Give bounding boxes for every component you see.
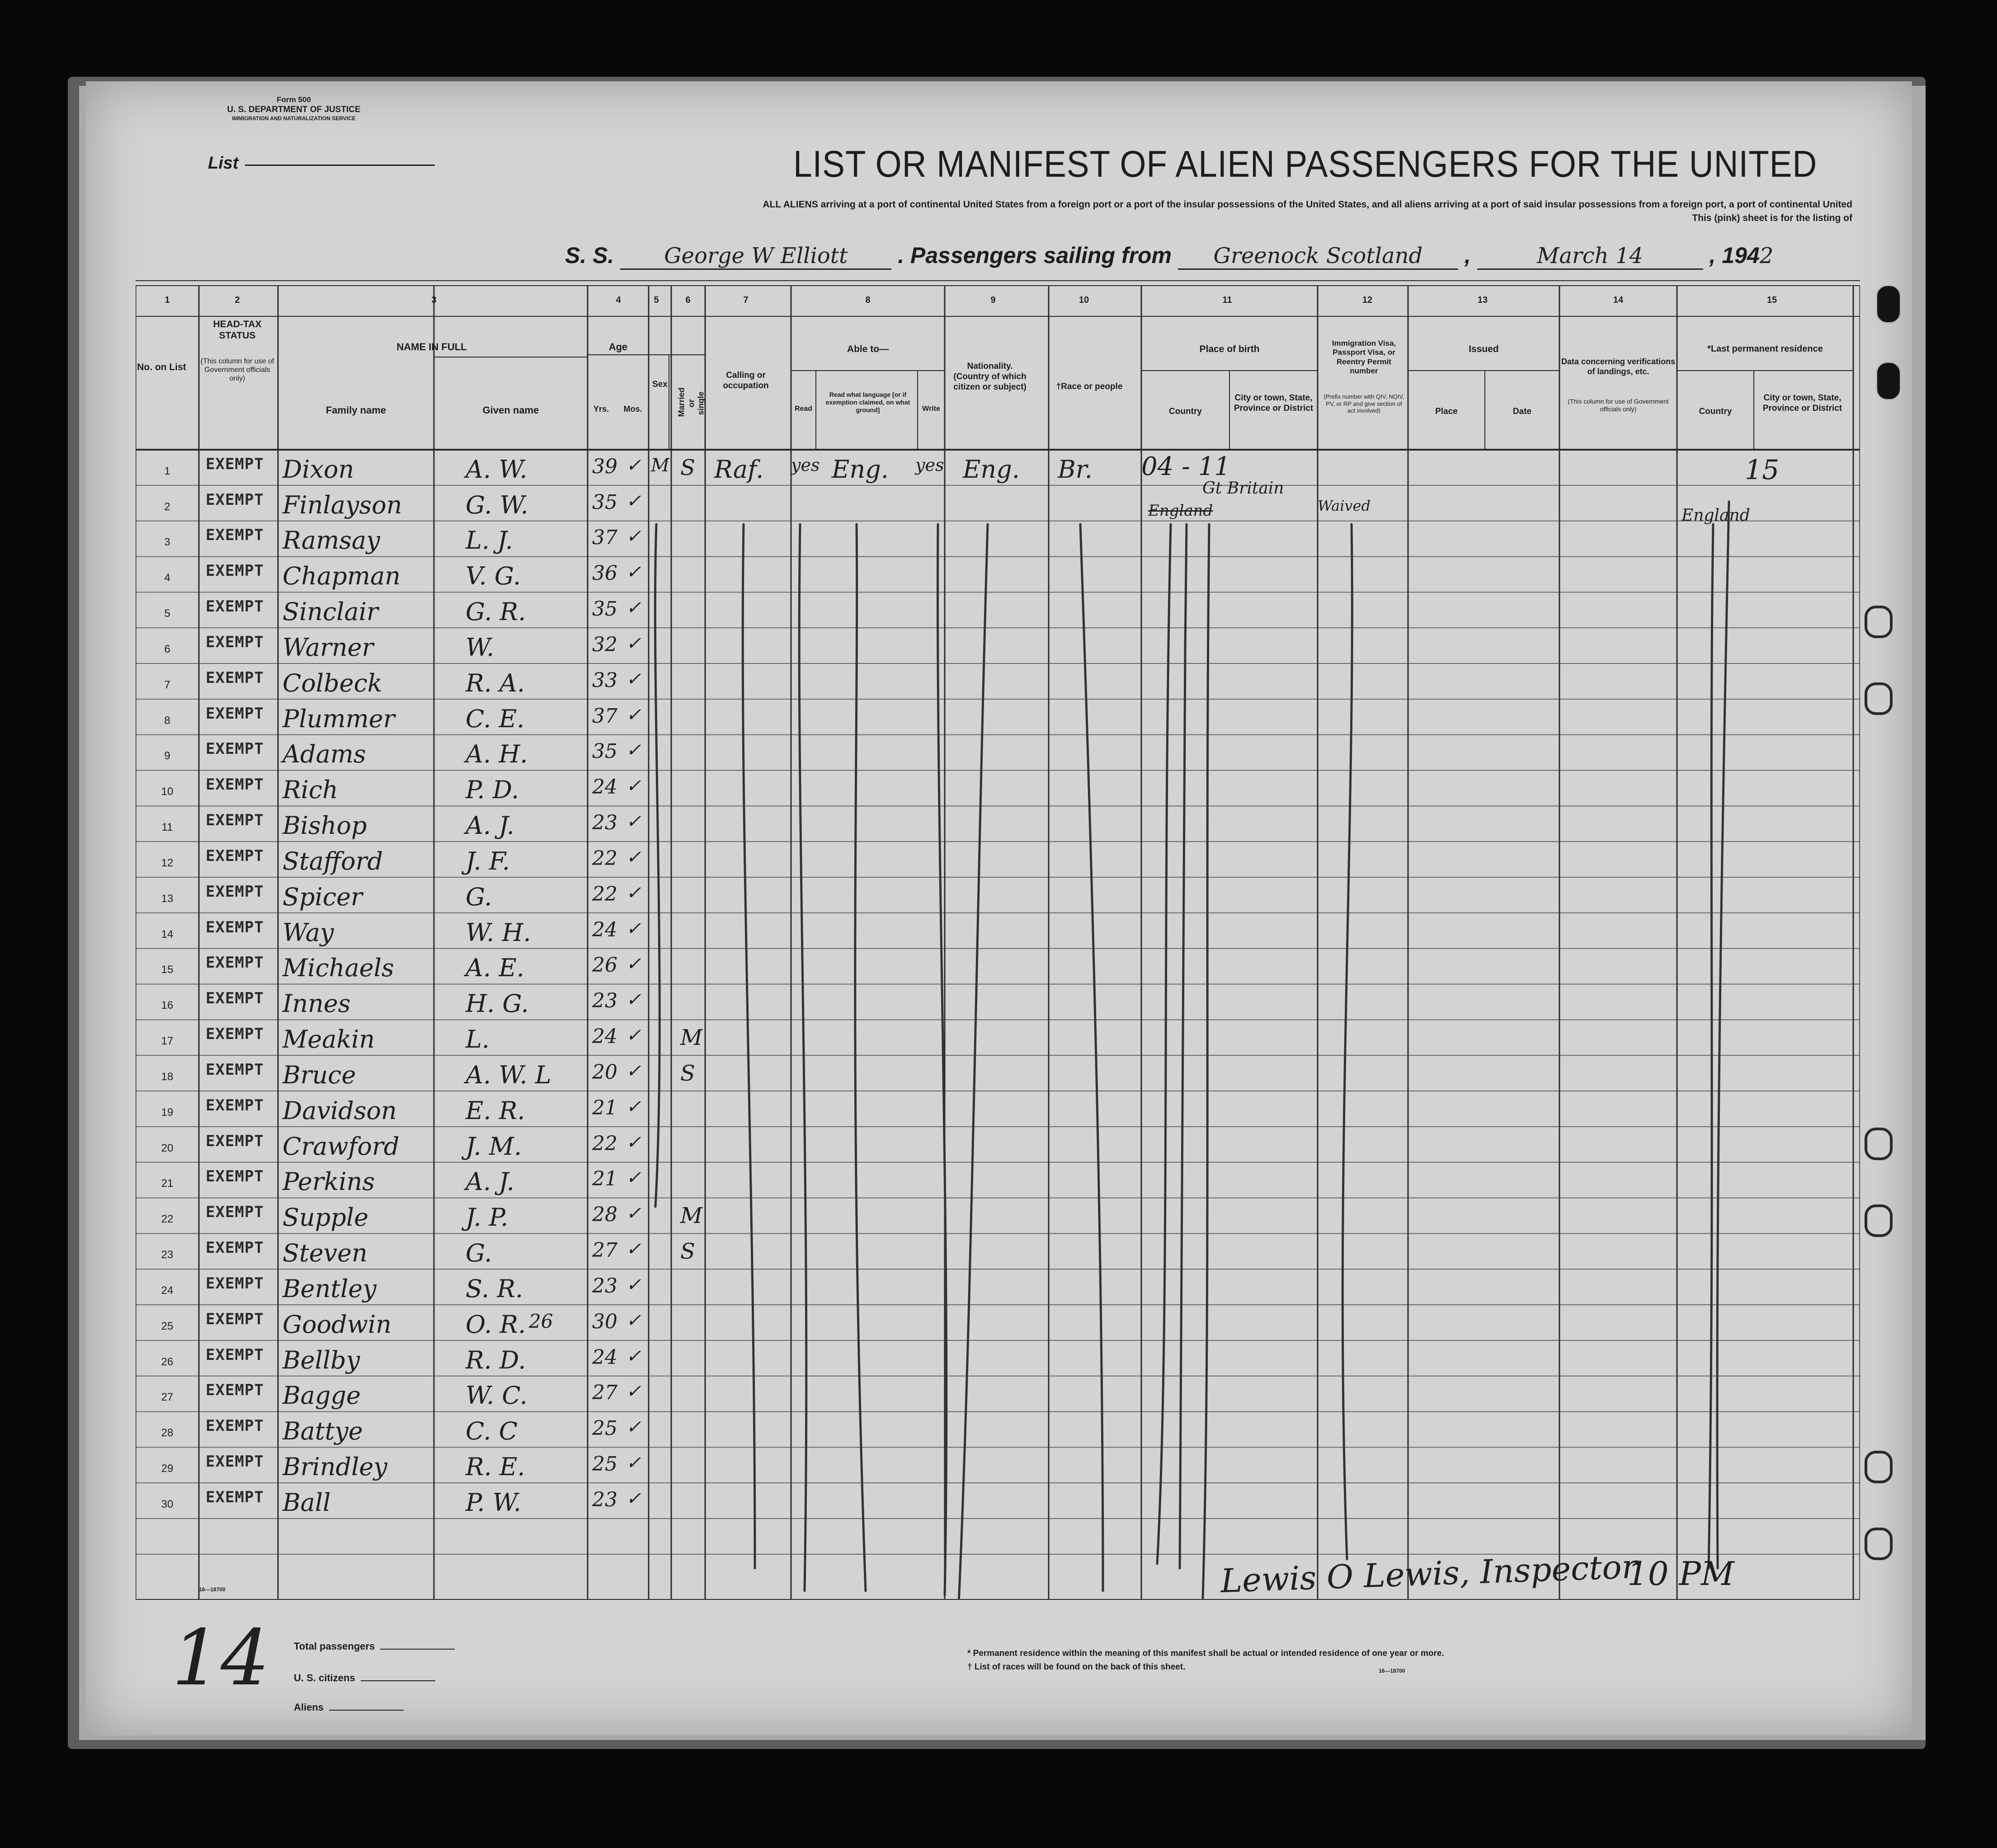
calling: Raf. [714, 455, 764, 484]
marital-status: M [680, 1025, 703, 1051]
ship-name: George W Elliott [620, 243, 891, 270]
header-visa: Immigration Visa, Passport Visa, or Reentry Permit number [1332, 339, 1396, 376]
given-name: L. J. [466, 526, 513, 555]
year-written: 2 [1759, 243, 1774, 268]
row-number: 13 [161, 892, 174, 905]
total-passengers-label: Total passengers [294, 1641, 375, 1652]
age-years: 30 [592, 1310, 617, 1333]
sailing-port: Greenock Scotland [1178, 243, 1458, 270]
inspector-time: 10 PM [1627, 1555, 1734, 1593]
age-check-mark: ✓ [626, 1417, 641, 1438]
family-name: Bishop [283, 811, 367, 840]
row-number: 8 [164, 714, 170, 727]
row-number: 19 [161, 1106, 174, 1119]
binder-hole-icon [1865, 682, 1893, 715]
age-years: 24 [592, 776, 617, 799]
row-number: 10 [161, 785, 174, 798]
binder-hole-icon [1865, 1451, 1893, 1483]
age-check-mark: ✓ [626, 1060, 641, 1082]
can-read: yes [791, 455, 820, 475]
head-tax-status: EXEMPT [206, 1167, 264, 1186]
column-number-5: 5 [654, 295, 659, 305]
marital-status: M [680, 1203, 703, 1229]
row-number: 30 [161, 1498, 174, 1510]
age-check-mark: ✓ [626, 1345, 641, 1367]
visa-row1: Waived [1318, 497, 1371, 514]
header-head-tax: HEAD-TAX STATUS [213, 319, 262, 341]
family-name: Bagge [283, 1381, 361, 1410]
row-number: 29 [161, 1462, 174, 1475]
age-check-mark: ✓ [626, 882, 641, 903]
header-mos: Mos. [623, 404, 642, 414]
head-tax-status: EXEMPT [206, 1025, 264, 1044]
family-name: Warner [283, 633, 374, 662]
head-tax-status: EXEMPT [206, 954, 264, 972]
header-birth-country: Country [1169, 407, 1202, 416]
marital-status: S [680, 1239, 695, 1265]
family-name: Ball [283, 1488, 331, 1517]
race: Br. [1058, 455, 1093, 484]
inspector-signature: Lewis O Lewis, Inspector [1220, 1547, 1638, 1600]
instruction-line-1: ALL ALIENS arriving at a port of continental United States from a foreign port or a port of the insular possessions of the United States, and all aliens arriving at a port of said insular possessions from a foreign port, a port of continental United [763, 199, 1852, 210]
head-tax-status: EXEMPT [206, 633, 264, 651]
form-header-block [181, 95, 407, 122]
given-name: R. A. [466, 668, 525, 697]
family-name: Supple [283, 1203, 369, 1232]
given-name: A. E. [466, 954, 524, 983]
given-name: P. W. [466, 1488, 521, 1517]
row-number: 7 [164, 678, 170, 691]
nationality: Eng. [963, 455, 1020, 484]
given-name: L. [466, 1025, 490, 1054]
residence-annotation: 15 [1745, 454, 1780, 486]
given-name: C. C [466, 1417, 518, 1446]
age-check-mark: ✓ [626, 1274, 641, 1295]
row-number: 1 [164, 465, 170, 477]
given-name: J. M. [466, 1132, 522, 1161]
column-number-15: 15 [1766, 295, 1777, 305]
year-printed: 194 [1722, 243, 1760, 268]
family-name: Innes [283, 989, 351, 1018]
column-number-4: 4 [616, 295, 621, 305]
family-name: Spicer [283, 882, 363, 911]
age-check-mark: ✓ [626, 846, 641, 868]
family-name: Meakin [283, 1025, 375, 1054]
us-citizens-field [294, 1672, 435, 1684]
family-name: Brindley [283, 1453, 387, 1481]
given-name: W. [466, 633, 495, 662]
column-number-8: 8 [865, 295, 871, 305]
age-check-mark: ✓ [626, 811, 641, 832]
age-years: 22 [592, 1132, 617, 1155]
header-yrs: Yrs. [593, 404, 609, 414]
column-number-10: 10 [1079, 295, 1089, 305]
head-tax-status: EXEMPT [206, 918, 264, 936]
row-number: 9 [164, 750, 170, 762]
head-tax-status: EXEMPT [206, 1488, 264, 1506]
column-number-1: 1 [165, 295, 170, 305]
given-name: C. E. [466, 704, 525, 733]
age-check-mark: ✓ [626, 1203, 641, 1224]
age-years: 23 [592, 1488, 617, 1511]
given-name: G. [466, 1239, 492, 1268]
us-citizens-label: U. S. citizens [294, 1672, 355, 1683]
header-given-name: Given name [482, 404, 539, 416]
age-years: 25 [592, 1453, 617, 1476]
read-language: Eng. [832, 455, 889, 484]
head-tax-status: EXEMPT [206, 1239, 264, 1257]
given-name: O. R. [466, 1310, 526, 1339]
family-name: Sinclair [283, 597, 378, 626]
family-name: Plummer [283, 704, 395, 733]
head-tax-status: EXEMPT [206, 1203, 264, 1222]
row-number: 2 [164, 500, 170, 513]
row-number: 24 [161, 1284, 174, 1297]
age-years: 35 [592, 740, 617, 763]
header-issued: Issued [1469, 344, 1499, 354]
sailing-label: Passengers sailing from [910, 243, 1172, 268]
corner-count-mark: 14 [172, 1613, 270, 1703]
row-number: 28 [161, 1427, 174, 1439]
binder-hole-icon [1865, 1204, 1893, 1237]
header-issued-place: Place [1435, 407, 1458, 416]
header-res-city: City or town, State, Province or District [1762, 393, 1842, 413]
family-name: Battye [283, 1417, 363, 1446]
given-name: E. R. [466, 1096, 525, 1125]
header-head-tax-note: (This column for use of Government officials only) [200, 357, 274, 383]
binder-hole-icon [1865, 1528, 1893, 1560]
instructions [361, 198, 1852, 226]
instruction-line-2: This (pink) sheet is for the listing of [1692, 213, 1852, 224]
header-able-to: Able to— [847, 344, 889, 354]
row-number: 26 [161, 1355, 174, 1368]
given-name: G. R. [466, 597, 526, 626]
can-write: yes [915, 455, 944, 475]
age-check-mark: ✓ [626, 668, 641, 690]
head-tax-status: EXEMPT [206, 562, 264, 580]
family-name: Steven [283, 1239, 367, 1268]
age-years: 22 [592, 882, 617, 906]
head-tax-status: EXEMPT [206, 989, 264, 1008]
birth-country-row1: England [1148, 502, 1213, 520]
family-name: Bruce [283, 1060, 356, 1089]
age-years: 21 [592, 1096, 617, 1119]
header-no-on-list: No. on List [137, 362, 186, 372]
age-years: 23 [592, 811, 617, 835]
header-visa-note: (Prefix number with QIV, NQIV, PV, or RP and give section of act involved) [1323, 393, 1404, 414]
age-check-mark: ✓ [626, 455, 641, 476]
row-number: 5 [164, 607, 170, 620]
age-check-mark: ✓ [626, 1025, 641, 1046]
head-tax-status: EXEMPT [206, 1453, 264, 1471]
age-years: 21 [592, 1167, 617, 1191]
sex: M [651, 455, 669, 476]
family-name: Stafford [283, 846, 383, 875]
header-family-name: Family name [325, 404, 386, 416]
family-name: Goodwin [283, 1310, 391, 1339]
age-years: 32 [592, 633, 617, 656]
given-name: H. G. [466, 989, 529, 1018]
age-check-mark: ✓ [626, 1453, 641, 1474]
head-tax-status: EXEMPT [206, 882, 264, 901]
age-years: 24 [592, 918, 617, 941]
head-tax-status: EXEMPT [206, 740, 264, 758]
family-name: Davidson [283, 1096, 397, 1125]
family-name: Way [283, 918, 334, 947]
head-tax-status: EXEMPT [206, 455, 264, 473]
header-write: Write [922, 405, 940, 413]
header-issued-date: Date [1512, 407, 1532, 416]
head-tax-status: EXEMPT [206, 1345, 264, 1364]
row-number: 25 [161, 1320, 174, 1332]
list-field [208, 154, 435, 173]
age-check-mark: ✓ [626, 633, 641, 654]
head-tax-status: EXEMPT [206, 776, 264, 794]
age-check-mark: ✓ [626, 954, 641, 975]
page-title: LIST OR MANIFEST OF ALIEN PASSENGERS FOR THE UNITED [793, 143, 1818, 185]
column-number-9: 9 [990, 295, 996, 305]
head-tax-status: EXEMPT [206, 597, 264, 616]
binder-hole-icon [1865, 606, 1893, 638]
header-name-in-full: NAME IN FULL [396, 341, 467, 353]
age-check-mark: ✓ [626, 918, 641, 939]
row-number: 17 [161, 1035, 174, 1048]
head-tax-status: EXEMPT [206, 1060, 264, 1079]
header-res-country: Country [1699, 407, 1732, 416]
header-data-note: (This column for use of Government officials only) [1568, 398, 1669, 413]
age-years: 24 [592, 1025, 617, 1049]
age-check-mark: ✓ [626, 989, 641, 1011]
given-name: A. J. [466, 811, 514, 840]
list-label: List [208, 154, 239, 173]
column-number-12: 12 [1362, 295, 1373, 305]
given-name: A. H. [466, 740, 528, 769]
age-check-mark: ✓ [626, 1488, 641, 1509]
column-number-3: 3 [431, 295, 437, 305]
ss-label: S. S. [565, 243, 614, 268]
column-number-14: 14 [1613, 295, 1624, 305]
age-years: 24 [592, 1345, 617, 1369]
age-years: 28 [592, 1203, 617, 1227]
department-name: U. S. DEPARTMENT OF JUSTICE [227, 105, 361, 115]
family-name: Bentley [283, 1274, 377, 1303]
family-name: Michaels [283, 954, 394, 983]
age-check-mark: ✓ [626, 1239, 641, 1260]
row-number: 14 [161, 928, 174, 940]
row-number: 18 [161, 1070, 174, 1083]
sailing-date: March 14 [1477, 243, 1703, 270]
age-check-mark: ✓ [626, 1096, 641, 1117]
row-number: 21 [161, 1177, 174, 1190]
age-years: 35 [592, 490, 617, 514]
family-name: Rich [283, 776, 338, 804]
family-name: Perkins [283, 1167, 375, 1196]
aliens-label: Aliens [294, 1702, 324, 1713]
aliens-field [294, 1702, 404, 1713]
given-name: A. W. [466, 455, 528, 484]
given-name: V. G. [466, 562, 521, 591]
binder-hole-icon [1876, 285, 1901, 324]
marital-status: S [680, 1060, 695, 1086]
family-name: Finlayson [283, 490, 402, 519]
age-check-mark: ✓ [626, 597, 641, 619]
row-number: 15 [161, 964, 174, 976]
head-tax-status: EXEMPT [206, 846, 264, 865]
given-name-note: 26 [529, 1310, 553, 1332]
given-name: J. P. [466, 1203, 509, 1232]
header-nationality: Nationality. (Country of which citizen or subject) [953, 362, 1027, 392]
age-check-mark: ✓ [626, 1132, 641, 1153]
family-name: Adams [283, 740, 366, 769]
age-check-mark: ✓ [626, 526, 641, 547]
column-number-2: 2 [235, 295, 240, 305]
header-read-language: Read what language [or if exemption claimed, on what ground] [825, 391, 910, 414]
age-years: 39 [592, 455, 617, 478]
given-name: J. F. [466, 846, 510, 875]
age-years: 20 [592, 1060, 617, 1084]
head-tax-status: EXEMPT [206, 668, 264, 687]
header-calling: Calling or occupation [723, 371, 769, 390]
footnote-code: 16—18700 [1379, 1668, 1405, 1674]
row-number: 4 [164, 572, 170, 584]
column-number-11: 11 [1222, 295, 1232, 305]
age-check-mark: ✓ [626, 740, 641, 761]
birth-city-row1: Gt Britain [1202, 479, 1284, 498]
age-check-mark: ✓ [626, 1167, 641, 1189]
row-number: 6 [164, 643, 170, 655]
row-number: 20 [161, 1142, 174, 1154]
sailing-line: S. S. George W Elliott . Passengers sailing from Greenock Scotland , March 14 , 1942 [565, 242, 1773, 270]
given-name: A. J. [466, 1167, 514, 1196]
row-number: 16 [161, 999, 174, 1012]
row-number: 22 [161, 1213, 174, 1226]
age-years: 23 [592, 989, 617, 1013]
head-tax-status: EXEMPT [206, 1274, 264, 1293]
header-read: Read [794, 405, 813, 413]
age-years: 25 [592, 1417, 617, 1440]
age-years: 26 [592, 954, 617, 977]
age-years: 27 [592, 1239, 617, 1262]
given-name: S. R. [466, 1274, 523, 1303]
age-check-mark: ✓ [626, 776, 641, 797]
row-number: 12 [161, 856, 174, 869]
age-check-mark: ✓ [626, 704, 641, 725]
form-code-bottom: 16—18700 [199, 1586, 226, 1593]
row-number: 23 [161, 1249, 174, 1261]
family-name: Bellby [283, 1345, 360, 1374]
given-name: R. D. [466, 1345, 526, 1374]
header-birth-city: City or town, State, Province or District [1234, 393, 1314, 413]
list-fill-line [245, 165, 435, 166]
head-tax-status: EXEMPT [206, 1096, 264, 1114]
header-race: †Race or people [1056, 382, 1123, 391]
given-name: W. C. [466, 1381, 528, 1410]
row-number: 3 [164, 536, 170, 549]
header-age: Age [608, 341, 628, 353]
given-name: G. W. [466, 490, 528, 519]
head-tax-status: EXEMPT [206, 811, 264, 830]
column-number-6: 6 [685, 295, 691, 305]
binder-hole-icon [1865, 1128, 1893, 1160]
age-check-mark: ✓ [626, 490, 641, 512]
age-years: 37 [592, 526, 617, 550]
header-sex: Sex [652, 380, 668, 389]
head-tax-status: EXEMPT [206, 1310, 264, 1328]
age-years: 36 [592, 562, 617, 585]
age-years: 37 [592, 704, 617, 728]
residence-country-row2: England [1681, 506, 1750, 525]
given-name: P. D. [466, 776, 519, 804]
age-check-mark: ✓ [626, 1381, 641, 1402]
head-tax-status: EXEMPT [206, 1132, 264, 1150]
age-check-mark: ✓ [626, 562, 641, 583]
binder-hole-icon [1876, 362, 1901, 400]
age-years: 27 [592, 1381, 617, 1405]
header-data-verif: Data concerning verifications of landings, etc. [1561, 357, 1676, 376]
marital-status: S [680, 455, 695, 480]
footnote-2: † List of races will be found on the back of this sheet. [967, 1662, 1186, 1672]
header-place-of-birth: Place of birth [1199, 344, 1260, 354]
column-number-7: 7 [743, 295, 749, 305]
age-years: 35 [592, 597, 617, 621]
service-name: IMMIGRATION AND NATURALIZATION SERVICE [232, 115, 356, 122]
header-married: Married or single [677, 387, 706, 417]
family-name: Ramsay [283, 526, 380, 555]
given-name: R. E. [466, 1453, 525, 1481]
form-number: Form 500 [277, 95, 311, 104]
total-passengers-field [294, 1641, 455, 1652]
age-years: 33 [592, 668, 617, 692]
head-tax-status: EXEMPT [206, 490, 264, 509]
given-name: A. W. L [466, 1060, 551, 1089]
birth-country-annotation: 04 - 11 [1141, 452, 1231, 481]
head-tax-status: EXEMPT [206, 1417, 264, 1435]
family-name: Dixon [283, 455, 354, 484]
footnote-1: * Permanent residence within the meaning of this manifest shall be actual or intended residence of one year or more. [967, 1649, 1444, 1658]
age-check-mark: ✓ [626, 1310, 641, 1331]
age-years: 22 [592, 846, 617, 870]
family-name: Crawford [283, 1132, 400, 1161]
family-name: Colbeck [283, 668, 382, 697]
row-number: 27 [161, 1391, 174, 1404]
given-name: W. H. [466, 918, 531, 947]
column-number-13: 13 [1477, 295, 1488, 305]
row-number: 11 [161, 821, 173, 834]
given-name: G. [466, 882, 492, 911]
head-tax-status: EXEMPT [206, 526, 264, 545]
header-last-residence: *Last permanent residence [1707, 344, 1823, 354]
head-tax-status: EXEMPT [206, 704, 264, 723]
age-years: 23 [592, 1274, 617, 1298]
family-name: Chapman [283, 562, 401, 591]
head-tax-status: EXEMPT [206, 1381, 264, 1400]
